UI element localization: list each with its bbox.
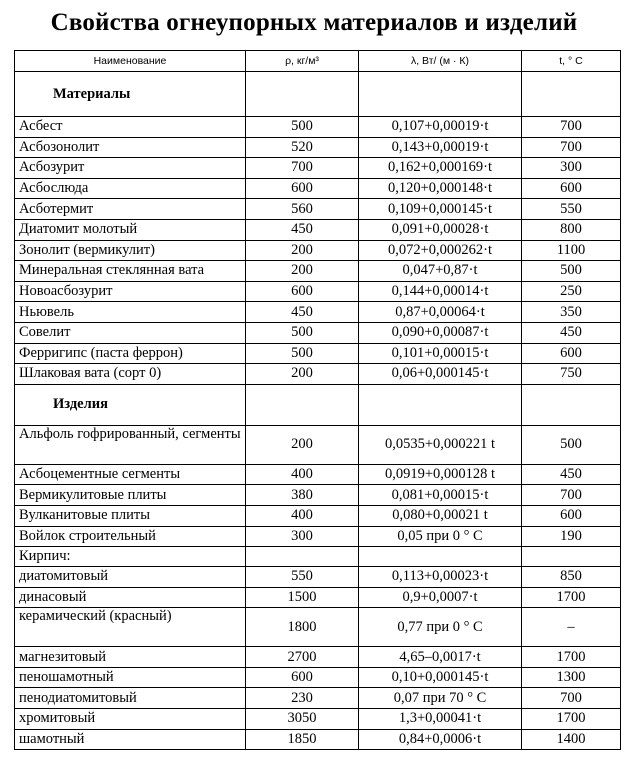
cell-conductivity: 0,144+0,00014·t (359, 281, 522, 302)
cell-temperature: 250 (522, 281, 621, 302)
cell-temperature: 700 (522, 117, 621, 138)
header-temperature: t, ° C (522, 51, 621, 72)
empty-cell (522, 547, 621, 567)
cell-conductivity: 0,05 при 0 ° C (359, 526, 522, 547)
cell-temperature: 700 (522, 688, 621, 709)
table-row (15, 729, 621, 750)
empty-cell (522, 384, 621, 425)
cell-temperature: 800 (522, 219, 621, 240)
table-row (15, 281, 621, 302)
cell-name: Асботермит (15, 199, 246, 220)
cell-temperature: 1400 (522, 729, 621, 750)
cell-temperature: – (522, 608, 621, 647)
cell-conductivity: 0,120+0,000148·t (359, 178, 522, 199)
cell-temperature: 350 (522, 302, 621, 323)
cell-temperature: 300 (522, 158, 621, 179)
cell-temperature: 700 (522, 137, 621, 158)
table-row (15, 667, 621, 688)
cell-name: Минеральная стеклянная вата (15, 261, 246, 282)
cell-temperature: 450 (522, 322, 621, 343)
cell-conductivity: 0,047+0,87·t (359, 261, 522, 282)
cell-temperature: 850 (522, 567, 621, 588)
table-row (15, 587, 621, 608)
table-row (15, 240, 621, 261)
cell-density: 500 (246, 343, 359, 364)
cell-conductivity: 0,07 при 70 ° C (359, 688, 522, 709)
cell-name: Асбозурит (15, 158, 246, 179)
cell-name: диатомитовый (15, 567, 246, 588)
cell-density: 2700 (246, 647, 359, 668)
cell-temperature: 500 (522, 425, 621, 464)
cell-density: 600 (246, 667, 359, 688)
cell-density: 200 (246, 261, 359, 282)
cell-conductivity: 0,162+0,000169·t (359, 158, 522, 179)
cell-conductivity: 0,9+0,0007·t (359, 587, 522, 608)
cell-conductivity: 0,109+0,000145·t (359, 199, 522, 220)
cell-density: 400 (246, 505, 359, 526)
table-row (15, 178, 621, 199)
cell-temperature: 600 (522, 343, 621, 364)
cell-conductivity: 0,080+0,00021 t (359, 505, 522, 526)
cell-name: пенодиатомитовый (15, 688, 246, 709)
header-conductivity: λ, Вт/ (м · К) (359, 51, 522, 72)
cell-temperature: 1300 (522, 667, 621, 688)
cell-density: 600 (246, 281, 359, 302)
cell-conductivity: 0,091+0,00028·t (359, 219, 522, 240)
cell-temperature: 500 (522, 261, 621, 282)
cell-conductivity: 0,77 при 0 ° C (359, 608, 522, 647)
cell-density: 200 (246, 425, 359, 464)
cell-name: Ферригипс (паста феррон) (15, 343, 246, 364)
cell-density: 550 (246, 567, 359, 588)
table-row (15, 261, 621, 282)
cell-conductivity: 0,10+0,000145·t (359, 667, 522, 688)
table-row (15, 526, 621, 547)
empty-cell (359, 72, 522, 117)
cell-temperature: 1700 (522, 587, 621, 608)
table-row (15, 158, 621, 179)
cell-temperature: 700 (522, 485, 621, 506)
cell-name: Войлок строительный (15, 526, 246, 547)
cell-name: Асбоцементные сегменты (15, 464, 246, 485)
cell-name: шамотный (15, 729, 246, 750)
empty-cell (359, 547, 522, 567)
empty-cell (246, 72, 359, 117)
cell-density: 560 (246, 199, 359, 220)
cell-conductivity: 4,65–0,0017·t (359, 647, 522, 668)
table-row (15, 302, 621, 323)
cell-temperature: 190 (522, 526, 621, 547)
cell-temperature: 750 (522, 364, 621, 385)
cell-density: 500 (246, 117, 359, 138)
cell-density: 600 (246, 178, 359, 199)
cell-density: 300 (246, 526, 359, 547)
cell-density: 500 (246, 322, 359, 343)
table-row (15, 505, 621, 526)
cell-name: хромитовый (15, 709, 246, 730)
cell-density: 450 (246, 219, 359, 240)
empty-cell (246, 547, 359, 567)
table-row (15, 199, 621, 220)
cell-density: 1500 (246, 587, 359, 608)
table-row (15, 364, 621, 385)
cell-name: керамический (красный) (15, 608, 246, 647)
table-body (15, 72, 621, 750)
cell-name: Диатомит молотый (15, 219, 246, 240)
table-row (15, 485, 621, 506)
section-row-products (15, 384, 621, 425)
cell-name: пеношамотный (15, 667, 246, 688)
cell-conductivity: 0,081+0,00015·t (359, 485, 522, 506)
cell-name: Ньювель (15, 302, 246, 323)
cell-temperature: 600 (522, 178, 621, 199)
cell-conductivity: 0,87+0,00064·t (359, 302, 522, 323)
properties-table (14, 50, 621, 750)
group-title-brick: Кирпич: (15, 547, 246, 567)
cell-temperature: 550 (522, 199, 621, 220)
cell-conductivity: 0,072+0,000262·t (359, 240, 522, 261)
cell-conductivity: 0,101+0,00015·t (359, 343, 522, 364)
cell-name: Совелит (15, 322, 246, 343)
cell-name: Новоасбозурит (15, 281, 246, 302)
table-row (15, 117, 621, 138)
empty-cell (522, 72, 621, 117)
cell-conductivity: 0,0919+0,000128 t (359, 464, 522, 485)
cell-conductivity: 0,107+0,00019·t (359, 117, 522, 138)
cell-name: динасовый (15, 587, 246, 608)
cell-conductivity: 0,84+0,0006·t (359, 729, 522, 750)
cell-name: Зонолит (вермикулит) (15, 240, 246, 261)
cell-density: 700 (246, 158, 359, 179)
group-row-brick (15, 547, 621, 567)
header-name: Наименование (15, 51, 246, 72)
cell-name: магнезитовый (15, 647, 246, 668)
cell-name: Шлаковая вата (сорт 0) (15, 364, 246, 385)
table-row (15, 137, 621, 158)
cell-temperature: 1700 (522, 647, 621, 668)
header-row (15, 51, 621, 72)
page-title: Свойства огнеупорных материалов и изделий (50, 9, 578, 36)
cell-conductivity: 0,113+0,00023·t (359, 567, 522, 588)
table-row (15, 219, 621, 240)
table-row (15, 608, 621, 647)
cell-temperature: 450 (522, 464, 621, 485)
cell-density: 380 (246, 485, 359, 506)
section-title-materials: Материалы (15, 72, 246, 117)
cell-density: 1850 (246, 729, 359, 750)
cell-name: Альфоль гофрированный, сегменты (15, 425, 246, 464)
cell-name: Асбест (15, 117, 246, 138)
cell-density: 200 (246, 240, 359, 261)
section-row-materials (15, 72, 621, 117)
cell-density: 520 (246, 137, 359, 158)
cell-temperature: 1700 (522, 709, 621, 730)
table-row (15, 709, 621, 730)
table-row (15, 647, 621, 668)
empty-cell (359, 384, 522, 425)
header-density: ρ, кг/м³ (246, 51, 359, 72)
cell-conductivity: 1,3+0,00041·t (359, 709, 522, 730)
cell-name: Вулканитовые плиты (15, 505, 246, 526)
cell-density: 3050 (246, 709, 359, 730)
section-title-products: Изделия (15, 384, 246, 425)
table-row (15, 567, 621, 588)
table-row (15, 425, 621, 464)
cell-conductivity: 0,090+0,00087·t (359, 322, 522, 343)
cell-density: 450 (246, 302, 359, 323)
table-row (15, 464, 621, 485)
empty-cell (246, 384, 359, 425)
cell-name: Вермикулитовые плиты (15, 485, 246, 506)
cell-name: Асбозонолит (15, 137, 246, 158)
table-row (15, 688, 621, 709)
cell-conductivity: 0,06+0,000145·t (359, 364, 522, 385)
cell-temperature: 600 (522, 505, 621, 526)
table-row (15, 322, 621, 343)
cell-density: 1800 (246, 608, 359, 647)
cell-name: Асбослюда (15, 178, 246, 199)
cell-density: 200 (246, 364, 359, 385)
cell-conductivity: 0,143+0,00019·t (359, 137, 522, 158)
table-row (15, 343, 621, 364)
cell-conductivity: 0,0535+0,000221 t (359, 425, 522, 464)
cell-temperature: 1100 (522, 240, 621, 261)
cell-density: 230 (246, 688, 359, 709)
cell-density: 400 (246, 464, 359, 485)
